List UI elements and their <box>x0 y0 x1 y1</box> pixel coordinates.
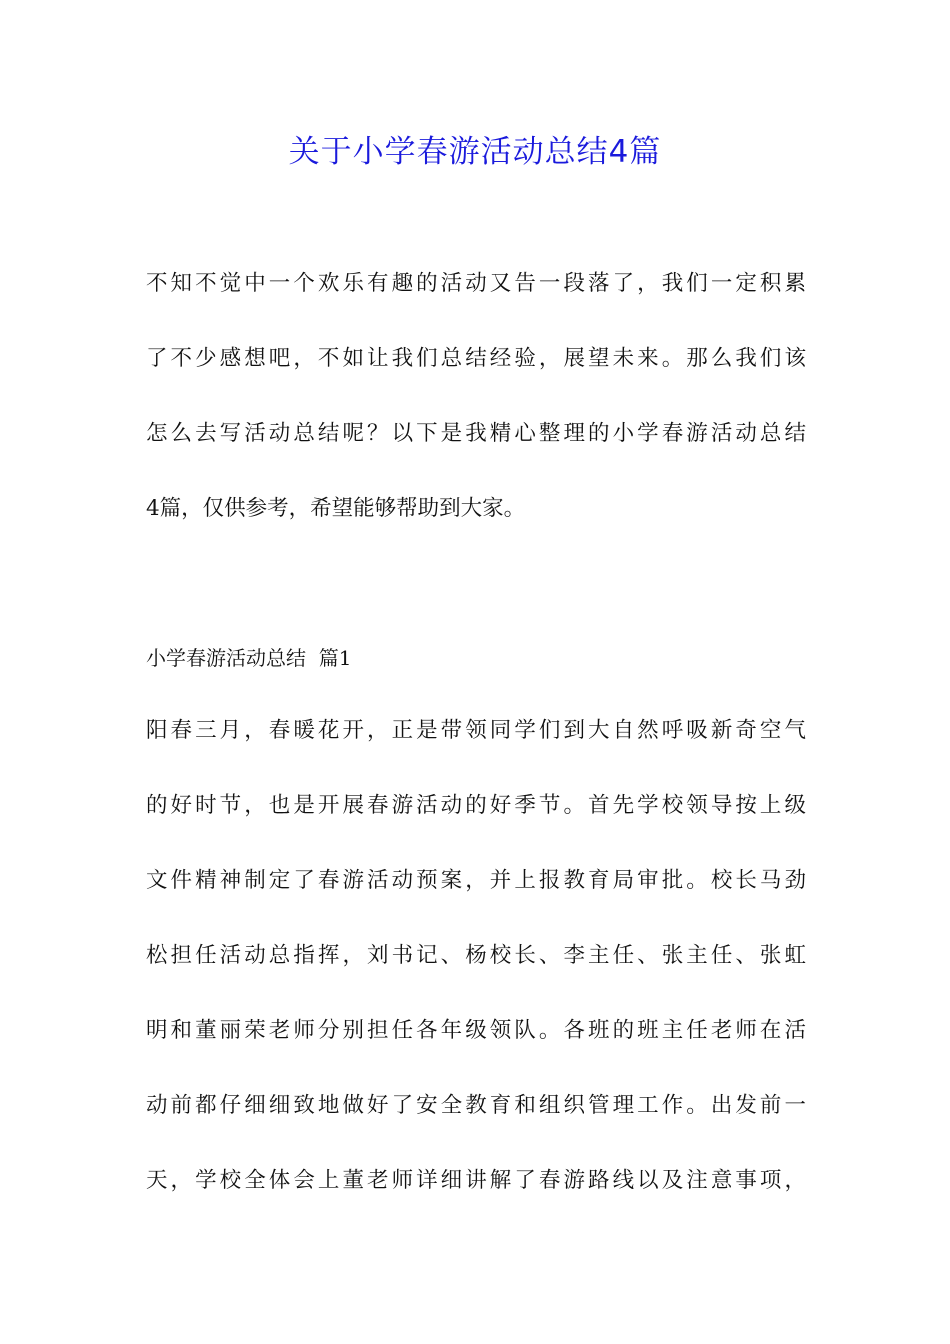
body-line: 的好时节，也是开展春游活动的好季节。首先学校领导按上级 <box>146 793 806 818</box>
body-line: 动前都仔细细致地做好了安全教育和组织管理工作。出发前一 <box>146 1093 806 1118</box>
intro-line: 4篇，仅供参考，希望能够帮助到大家。 <box>146 496 526 521</box>
body-line: 天，学校全体会上董老师详细讲解了春游路线以及注意事项， <box>146 1168 806 1193</box>
body-line: 松担任活动总指挥，刘书记、杨校长、李主任、张主任、张虹 <box>146 943 806 968</box>
intro-line: 了不少感想吧，不如让我们总结经验，展望未来。那么我们该 <box>146 346 806 371</box>
document-title: 关于小学春游活动总结4篇 <box>288 134 662 170</box>
body-line: 明和董丽荣老师分别担任各年级领队。各班的班主任老师在活 <box>146 1018 806 1043</box>
intro-line: 怎么去写活动总结呢？以下是我精心整理的小学春游活动总结 <box>146 421 806 446</box>
body-line: 文件精神制定了春游活动预案，并上报教育局审批。校长马劲 <box>146 868 806 893</box>
section-heading: 小学春游活动总结 篇1 <box>146 646 352 670</box>
body-line: 阳春三月，春暖花开，正是带领同学们到大自然呼吸新奇空气 <box>146 718 806 743</box>
intro-line: 不知不觉中一个欢乐有趣的活动又告一段落了，我们一定积累 <box>146 271 806 296</box>
